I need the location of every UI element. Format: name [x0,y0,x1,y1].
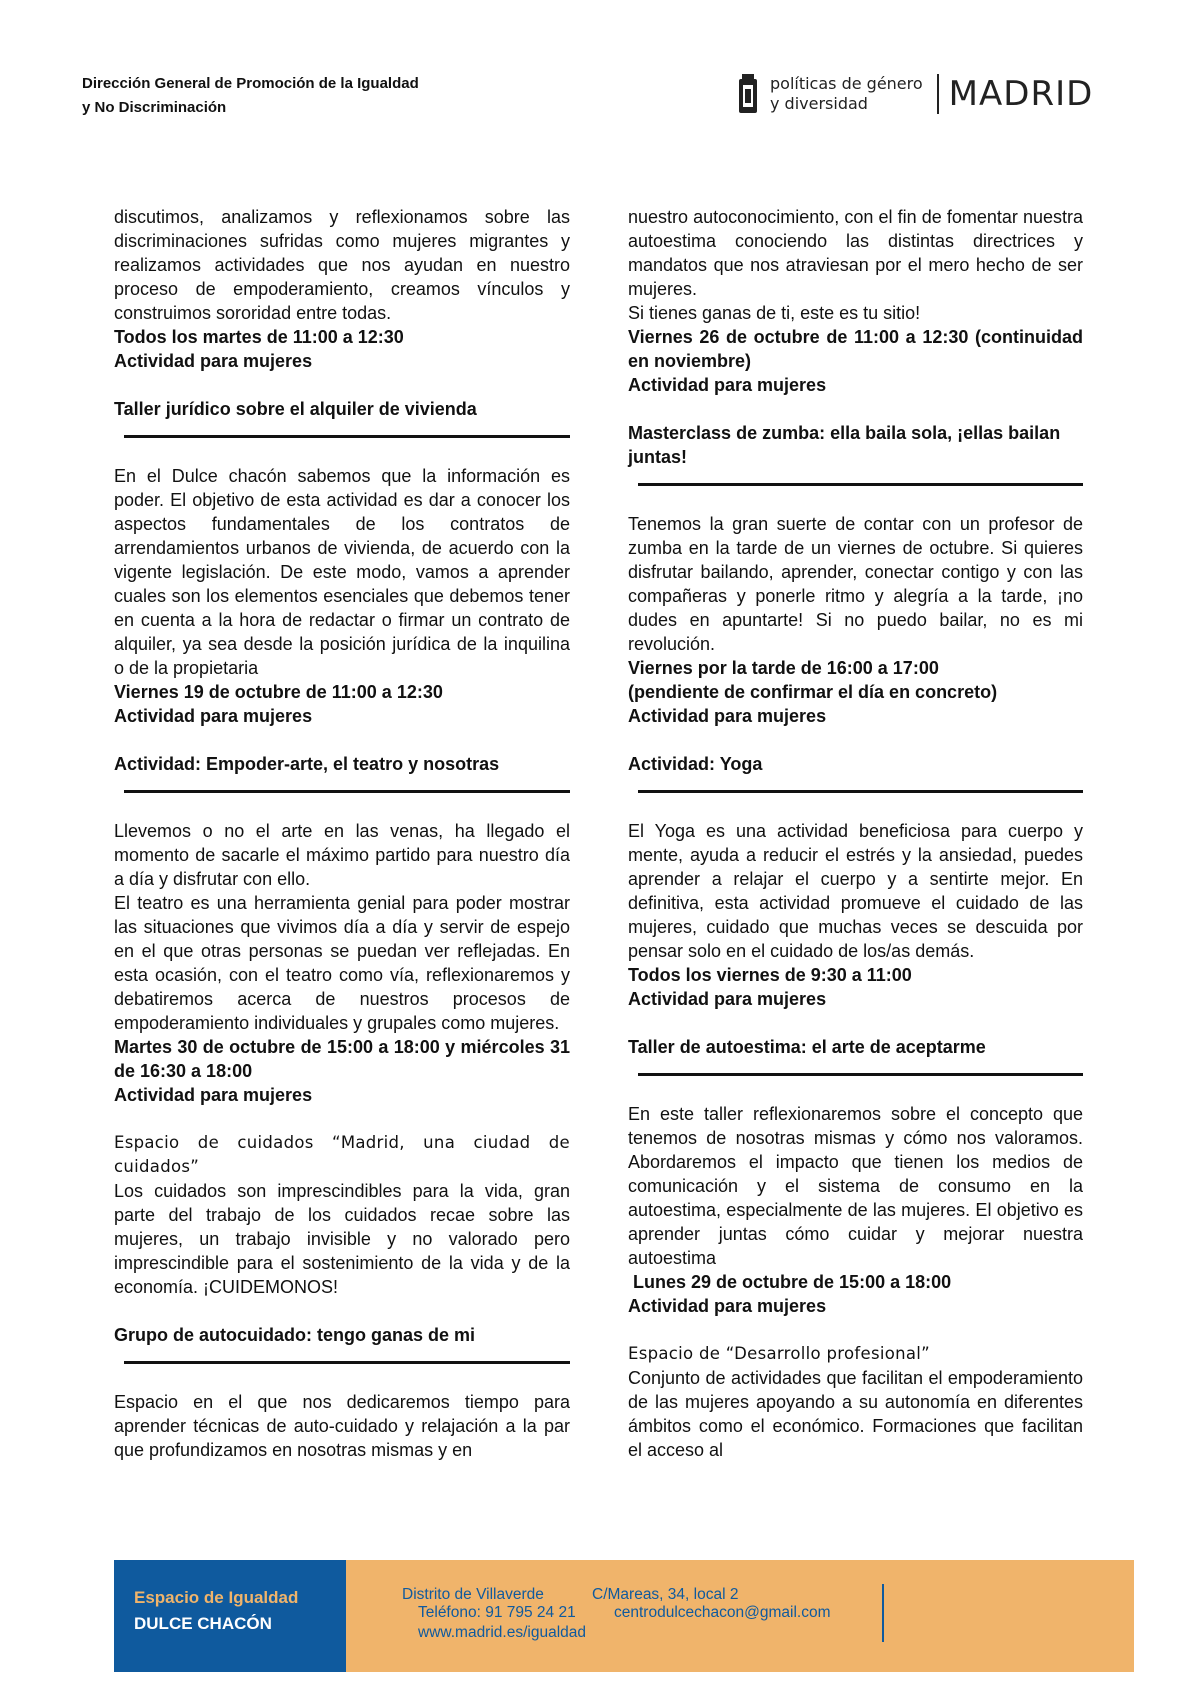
audience: Actividad para mujeres [628,706,827,726]
paragraph: Llevemos o no el arte en las venas, ha llegado el momento de sacarle el máximo partido para nuestro día a día y disfrutar con ello. [114,821,570,889]
footer-district: Distrito de Villaverde [402,1586,544,1603]
paragraph: Si tienes ganas de ti, este es tu sitio! [628,303,921,323]
section-divider [638,790,1083,793]
paragraph: El Yoga es una actividad beneficiosa para cuerpo y mente, ayuda a reducir el estrés y la ansiedad, puedes aprender a relajar el cuerpo y a sentirte mejor. En definitiva, esta actividad promueve el cuidado de las mujeres, cuidado que muchas veces se descuida por pensar solo en el cuidado de los/as demás. [628,821,1083,961]
section-title: Actividad: Empoder-arte, el teatro y nosotras [114,754,500,774]
footer-bar [114,1560,1134,1672]
paragraph: En el Dulce chacón sabemos que la información es poder. El objetivo de esta actividad es dar a conocer los aspectos fundamentales de los contratos de arrendamientos urbanos de vivienda, de acuerdo con la vigente legislación. De este modo, vamos a aprender cuales son los elementos esenciales que debemos tener en cuenta a la hora de redactar o firmar un contrato de alquiler, ya sea desde la posición jurídica de la inquilina o de la propietaria [114,466,570,678]
footer-brand-block [114,1560,346,1672]
audience: Actividad para mujeres [114,351,313,371]
section-title: Taller de autoestima: el arte de aceptarme [628,1037,986,1057]
logo-line-2: y diversidad [770,94,868,113]
schedule: Viernes 19 de octubre de 11:00 a 12:30 [114,682,443,702]
section-divider [124,1361,570,1364]
footer-phone: Teléfono: 91 795 24 21 [418,1604,576,1621]
department-line-1: Dirección General de Promoción de la Igualdad [82,75,419,92]
section-divider [638,1073,1083,1076]
footer-address: C/Mareas, 34, local 2 [592,1586,739,1603]
schedule: Martes 30 de octubre de 15:00 a 18:00 y miércoles 31 de 16:30 a 18:00 [114,1037,570,1081]
audience: Actividad para mujeres [628,989,827,1009]
schedule-note: (pendiente de confirmar el día en concreto) [628,682,998,702]
logo-tagline [770,74,923,114]
audience: Actividad para mujeres [114,1085,313,1105]
paragraph: discutimos, analizamos y reflexionamos sobre las discriminaciones sufridas como mujeres migrantes y realizamos actividades que nos ayudan en nuestro proceso de empoderamiento, creamos vínculos y construimos sororidad entre todas. [114,207,570,323]
footer-website[interactable]: www.madrid.es/igualdad [418,1624,587,1641]
paragraph: Conjunto de actividades que facilitan el empoderamiento de las mujeres apoyando a su autonomía en diferentes ámbitos como el económico. Formaciones que facilitan el acceso al [628,1368,1083,1460]
department-line-2: y No Discriminación [82,99,227,116]
schedule: Viernes por la tarde de 16:00 a 17:00 [628,658,939,678]
left-column [114,205,570,1462]
audience: Actividad para mujeres [628,1296,827,1316]
section-title: Masterclass de zumba: ella baila sola, ¡ellas bailan juntas! [628,423,1061,467]
right-column [628,205,1083,1462]
footer-email[interactable]: centrodulcechacon@gmail.com [614,1604,831,1621]
section-title: Espacio de cuidados “Madrid, una ciudad de cuidados” [114,1133,570,1176]
section-title: Espacio de “Desarrollo profesional” [628,1344,931,1363]
section-title: Grupo de autocuidado: tengo ganas de mi [114,1325,476,1345]
madrid-logo [738,70,1093,118]
logo-line-1: políticas de género [770,74,923,93]
department-header [82,72,419,120]
section-divider [124,435,570,438]
footer-space-name: Espacio de Igualdad [134,1588,299,1607]
city-crest-icon [738,73,758,115]
footer-center-name: DULCE CHACÓN [134,1614,272,1633]
section-divider [124,790,570,793]
logo-madrid-wordmark: MADRID [948,74,1094,114]
schedule: Todos los martes de 11:00 a 12:30 [114,327,404,347]
section-title: Actividad: Yoga [628,754,763,774]
paragraph: Tenemos la gran suerte de contar con un profesor de zumba en la tarde de un viernes de octubre. Si quieres disfrutar bailando, aprender, conectar contigo y con las compañeras y ponerle ritmo y alegría a la tarde, ¡no dudes en apuntarte! Si no puedo bailar, no es mi revolución. [628,514,1083,654]
schedule: Lunes 29 de octubre de 15:00 a 18:00 [633,1272,952,1292]
paragraph: El teatro es una herramienta genial para poder mostrar las situaciones que vivimos día a día y servir de espejo en el que otras personas se puedan ver reflejadas. En esta ocasión, con el teatro como vía, reflexionaremos y debatiremos acerca de nuestros procesos de empoderamiento individuales y grupales como mujeres. [114,893,570,1033]
section-title: Taller jurídico sobre el alquiler de vivienda [114,399,477,419]
paragraph: nuestro autoconocimiento, con el fin de fomentar nuestra autoestima conociendo las distintas directrices y mandatos que nos atraviesan por el mero hecho de ser mujeres. [628,207,1083,299]
schedule: Viernes 26 de octubre de 11:00 a 12:30 (continuidad en noviembre) [628,327,1083,371]
paragraph: En este taller reflexionaremos sobre el concepto que tenemos de nosotras mismas y cómo nos valoramos. Abordaremos el impacto que tienen los medios de comunicación y el sistema de consumo en la autoestima, especialmente de las mujeres. El objetivo es aprender juntas cómo cuidar y mejorar nuestra autoestima [628,1104,1083,1268]
schedule: Todos los viernes de 9:30 a 11:00 [628,965,912,985]
paragraph: Los cuidados son imprescindibles para la vida, gran parte del trabajo de los cuidados recae sobre las mujeres, un trabajo invisible y no valorado pero imprescindible para el sostenimiento de la vida y de la economía. ¡CUIDEMONOS! [114,1181,570,1297]
audience: Actividad para mujeres [114,706,313,726]
logo-divider [937,74,939,114]
footer-divider [882,1584,884,1642]
audience: Actividad para mujeres [628,375,827,395]
section-divider [638,483,1083,486]
paragraph: Espacio en el que nos dedicaremos tiempo para aprender técnicas de auto-cuidado y relajación a la par que profundizamos en nosotras mismas y en [114,1392,570,1460]
